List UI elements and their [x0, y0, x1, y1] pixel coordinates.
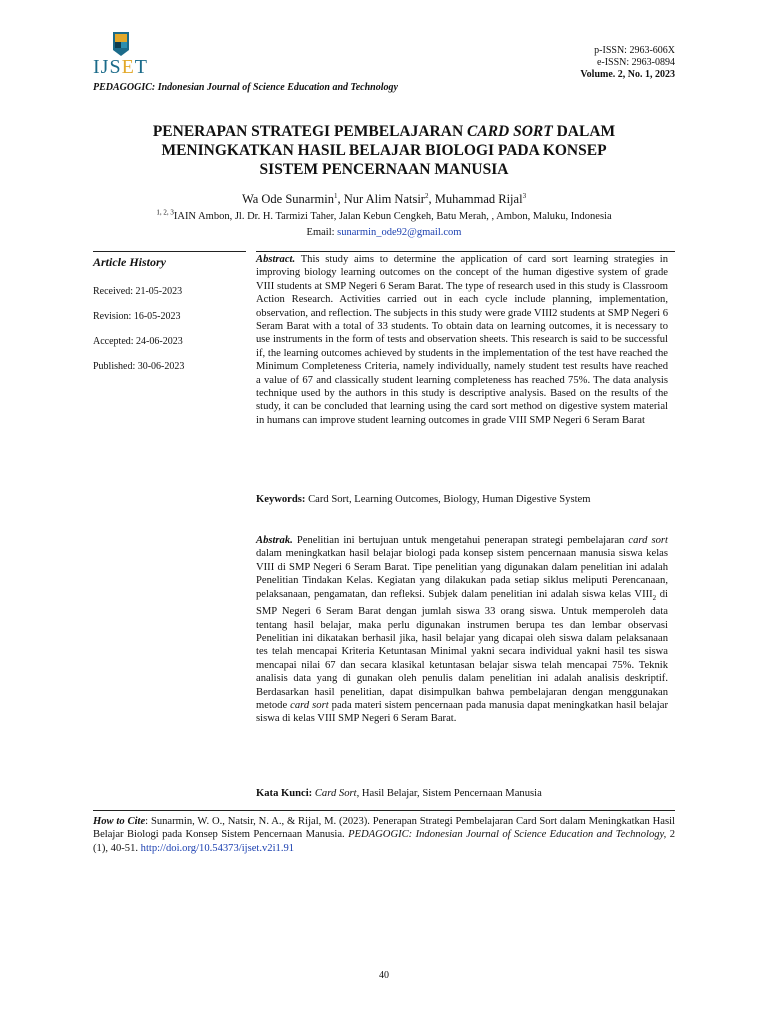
accepted-date: Accepted: 24-06-2023 [93, 336, 183, 347]
email-line: Email: sunarmin_ode92@gmail.com [306, 227, 462, 238]
logo-wordmark: IJSET [93, 56, 149, 78]
email-link[interactable]: sunarmin_ode92@gmail.com [337, 227, 462, 238]
divider [256, 251, 675, 252]
doi-link[interactable]: http://doi.org/10.54373/ijset.v2i1.91 [140, 842, 295, 854]
author-list: Wa Ode Sunarmin$^1$, Nur Alim Natsir$^2$, Muhammad Rijal$^3$ [241, 191, 527, 206]
affiliation: $^{1, 2, 3}$IAIN Ambon, Jl. Dr. H. Tarmizi Taher, Jalan Kebun Cengkeh, Batu Merah, , Ambon, Maluku, Indonesia [156, 208, 612, 222]
issn-block [580, 45, 675, 81]
abstract-english: Abstract. This study aims to determine the application of card sort learning strategies in improving biology learning outcomes on the concept of the human digestive system of grade VIII students at SMP Negeri 6 Seram Barat. The type of research used in this study is Classroom Action Research. Activities carried out in each cycle include planning, implementation, observation, and reflection. The subjects in this study were grade VIII2 students at SMP Negeri 6 Seram Barat with a total of 33 students. To obtain data on learning outcomes, it is necessary to use instruments in the form of tests and observation sheets. This research is said to be successful if, the learning outcomes achieved by students in the implementation of the test have reached the Minimum Completeness Criteria, namely individually, namely student test results have reached a value of 67 and classically student learning completeness has reached 75%. The data analysis technique used by the authors in this study is descriptive analysis. Based on the results of the study, it can be concluded that learning using the card sort method on digestive system material in humans can improve student learning outcomes in grade VIII SMP Negeri 6 Seram Barat [256, 254, 668, 426]
divider [93, 251, 246, 252]
paper-title: PENERAPAN STRATEGI PEMBELAJARAN CARD SORT DALAM MENINGKATKAN HASIL BELAJAR BIOLOGI PADA KONSEP SISTEM PENCERNAAN MANUSIA [152, 123, 616, 178]
p-issn: p-ISSN: 2963-606X [594, 45, 675, 56]
page-number: 40 [379, 970, 389, 981]
journal-name: PEDAGOGIC: Indonesian Journal of Science Education and Technology [93, 82, 398, 93]
volume-info: Volume. 2, No. 1, 2023 [580, 69, 675, 80]
e-issn: e-ISSN: 2963-0894 [596, 57, 675, 68]
abstract-indonesian: Abstrak. Penelitian ini bertujuan untuk mengetahui penerapan strategi pembelajaran card sort dalam meningkatkan hasil belajar biologi pada konsep sistem pencernaan manusia siswa kelas VIII di SMP Negeri 6 Seram Barat. Tipe penelitian yang digunakan dalam penelitian ini adalah Penelitian Tindakan Kelas. Kegiatan yang dilakukan pada setiap siklus meliputi Perencanaan, pelaksanaan, pengamatan, dan refleksi. Subjek dalam penelitian ini adalah siswa kelas $VIII_2$ di SMP Negeri 6 Seram Barat dengan jumlah siswa 33 orang siswa. Untuk memperoleh data tentang hasil belajar, maka perlu digunakan instrumen berupa tes dan lembar observasi Penelitian ini dikatakan berhasil jika, hasil belajar yang dicapai oleh siswa dalam pelaksanaan tes telah mencapai Kriteria Ketuntasan Minimal yakni secara individual yakni hasil tes siswa mencapai nilai 67 dan secara klasikal ketuntasan belajar siswa telah mencapai 75%. Teknik analisis data yang di gunakan oleh penulis dalam penelitian ini adalah analisis deskriptif. Berdasarkan hasil penelitian, dapat disimpulkan bahwa pembelajaran dengan menggunakan metode card sort pada materi sistem pencernaan pada manusia dapat meningkatkan hasil belajar siswa di kelas VIII SMP Negeri 6 Seram Barat. [256, 535, 668, 725]
received-date: Received: 21-05-2023 [93, 286, 183, 297]
article-history-title: Article History [93, 255, 166, 269]
keywords-indonesian: Kata Kunci: Card Sort, Hasil Belajar, Sistem Pencernaan Manusia [256, 788, 542, 799]
published-date: Published: 30-06-2023 [93, 361, 185, 372]
revision-date: Revision: 16-05-2023 [93, 311, 181, 322]
how-to-cite: How to Cite: Sunarmin, W. O., Natsir, N. A., & Rijal, M. (2023). Penerapan Strategi Pembelajaran Card Sort dalam Meningkatkan Hasil Belajar Biologi pada Konsep Sistem Pencernaan Manusia. PEDAGOGIC: Indonesian Journal of Science Education and Technology, 2 (1), 40-51. http://doi.org/10.54373/ijset.v2i1.91 [93, 816, 675, 854]
keywords-english: Keywords: Card Sort, Learning Outcomes, Biology, Human Digestive System [256, 494, 591, 505]
divider [93, 810, 675, 811]
